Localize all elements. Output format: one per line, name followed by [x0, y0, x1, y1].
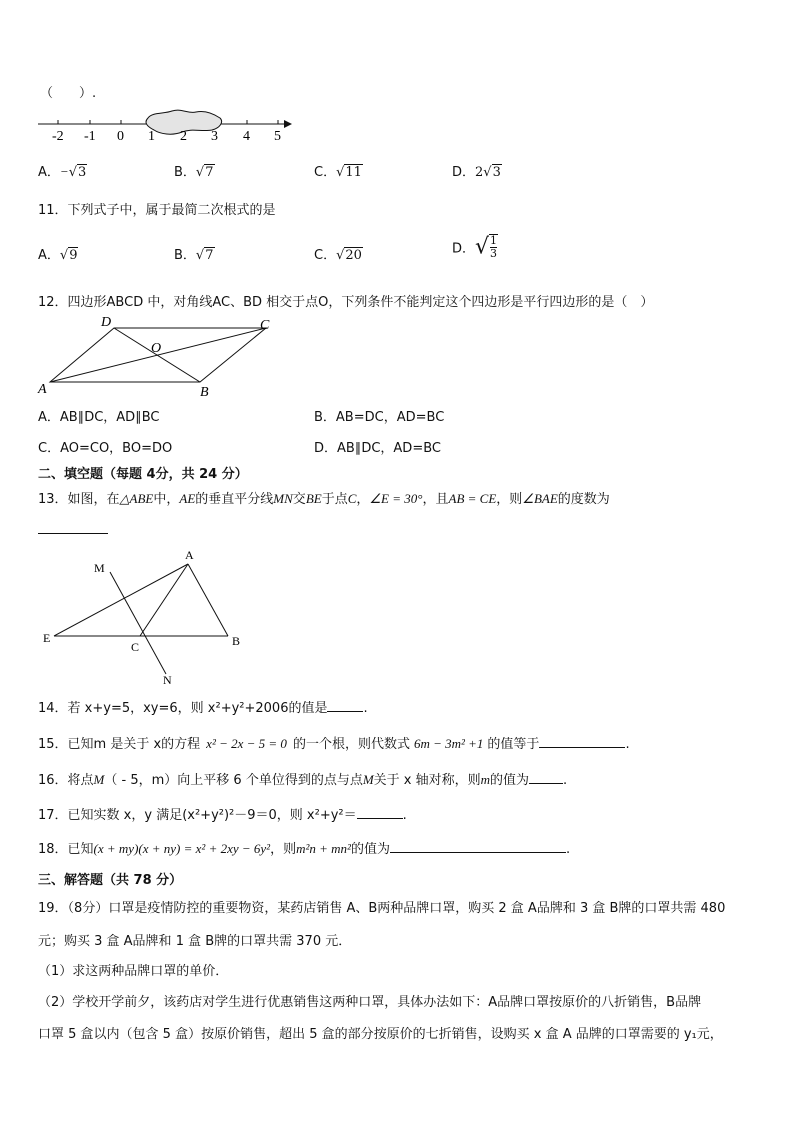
q13-stem: 13．如图，在△ABE中，AE的垂直平分线MN交BE于点C，∠E = 30°，且AB = CE，则∠BAE的度数为: [38, 491, 610, 507]
option-radicand: 3: [492, 165, 501, 180]
tick-label: 0: [117, 129, 124, 144]
option-letter: C．: [314, 165, 337, 180]
option-letter: D．: [452, 165, 476, 180]
point-label: M: [94, 561, 105, 575]
option-sign: −: [59, 164, 69, 179]
answer-blank[interactable]: [539, 735, 625, 748]
q19-line: 元；购买 3 盒 A品牌和 1 盒 B牌的口罩共需 370 元．: [38, 934, 352, 949]
tick-label: 3: [211, 129, 218, 144]
q10-option-b: B．√7: [174, 165, 214, 180]
answer-blank[interactable]: [529, 771, 563, 784]
option-letter: B．: [174, 165, 196, 180]
q11-option-c: C．√20: [314, 248, 362, 263]
point-label: B: [232, 634, 241, 648]
tick-label: 5: [274, 129, 281, 144]
q19-line: 口罩 5 盒以内（包含 5 盒）按原价销售，超出 5 盒的部分按原价的七折销售，设购买 x 盒 A 品牌的口罩需要的 y₁元，: [38, 1027, 723, 1042]
option-radicand: 20: [345, 248, 362, 263]
q19-line: 19．（8分）口罩是疫情防控的重要物资，某药店销售 A、B两种品牌口罩，购买 2 盒 A品牌和 3 盒 B牌的口罩共需 480: [38, 901, 726, 916]
tick-label: -1: [84, 129, 96, 144]
q18: 18．已知(x + my)(x + ny) = x² + 2xy − 6y²，则m²n + mn²的值为 .: [38, 841, 571, 857]
q13-answer-blank[interactable]: [38, 523, 108, 534]
point-label: B: [200, 385, 209, 400]
q11-option-d: D．√ $\frac{1}{3}$: [452, 234, 498, 260]
q10-option-a: A．−√3: [38, 164, 87, 180]
answer-blank[interactable]: [327, 699, 363, 712]
q10-paren: （ ）.: [40, 86, 97, 101]
option-fraction: $\frac{1}{3}$: [490, 234, 498, 260]
q10-option-c: C．√11: [314, 165, 362, 180]
triangle-figure: [38, 544, 248, 688]
option-radicand: 7: [205, 248, 214, 263]
q16: 16．将点M（ - 5，m）向上平移 6 个单位得到的点与点M关于 x 轴对称，则m的值为 .: [38, 772, 568, 788]
point-label: C: [260, 318, 270, 333]
tick-label: 1: [148, 129, 155, 144]
point-label: N: [163, 673, 172, 687]
q12-option-a: A．AB∥DC，AD∥BC: [38, 410, 160, 425]
q12-stem: 12．四边形ABCD 中，对角线AC、BD 相交于点O，下列条件不能判定这个四边形是平行四边形的是（ ）: [38, 295, 654, 310]
tick-label: 4: [243, 129, 250, 144]
point-label: O: [151, 341, 162, 356]
q11-stem: 11．下列式子中，属于最简二次根式的是: [38, 203, 276, 218]
q19-line: （2）学校开学前夕，该药店对学生进行优惠销售这两种口罩，具体办法如下：A品牌口罩按原价的八折销售，B品牌: [38, 995, 702, 1010]
tick-label: -2: [52, 129, 64, 144]
point-label: E: [43, 631, 51, 645]
option-coef: 2: [475, 165, 484, 180]
q11-option-a: A．√9: [38, 248, 78, 263]
arrow-head: [284, 120, 292, 128]
point-label: A: [185, 548, 194, 562]
section-heading: 三、解答题（共 78 分）: [38, 873, 183, 888]
answer-blank[interactable]: [390, 840, 566, 853]
answer-blank[interactable]: [357, 806, 403, 819]
point-label: A: [38, 382, 47, 397]
parallelogram-figure: [34, 314, 284, 400]
tick-label: 2: [180, 129, 187, 144]
q14: 14．若 x+y=5，xy=6，则 x²+y²+2006的值是 .: [38, 701, 368, 716]
point-label: D: [101, 315, 112, 330]
option-radicand: 11: [345, 165, 362, 180]
option-radicand: 9: [69, 248, 78, 263]
q12-option-b: B．AB=DC，AD=BC: [314, 410, 445, 425]
q10-option-d: D．2√3: [452, 165, 501, 180]
option-radicand: 3: [77, 165, 87, 180]
q12-option-c: C．AO=CO，BO=DO: [38, 441, 173, 456]
q17: 17．已知实数 x，y 满足(x²+y²)²－9＝0，则 x²+y²＝ .: [38, 808, 407, 823]
q15: 15．已知m 是关于 x的方程 x² − 2x − 5 = 0 的一个根，则代数式 6m − 3m² +1 的值等于 .: [38, 736, 630, 752]
option-letter: A．: [38, 165, 60, 180]
q19-line: （1）求这两种品牌口罩的单价．: [38, 964, 229, 979]
q11-option-b: B．√7: [174, 248, 214, 263]
point-label: C: [131, 640, 140, 654]
section-heading: 二、填空题（每题 4分，共 24 分）: [38, 467, 248, 482]
number-line: [30, 104, 300, 146]
q12-option-d: D．AB∥DC，AD=BC: [314, 441, 441, 456]
option-radicand: 7: [205, 165, 214, 180]
